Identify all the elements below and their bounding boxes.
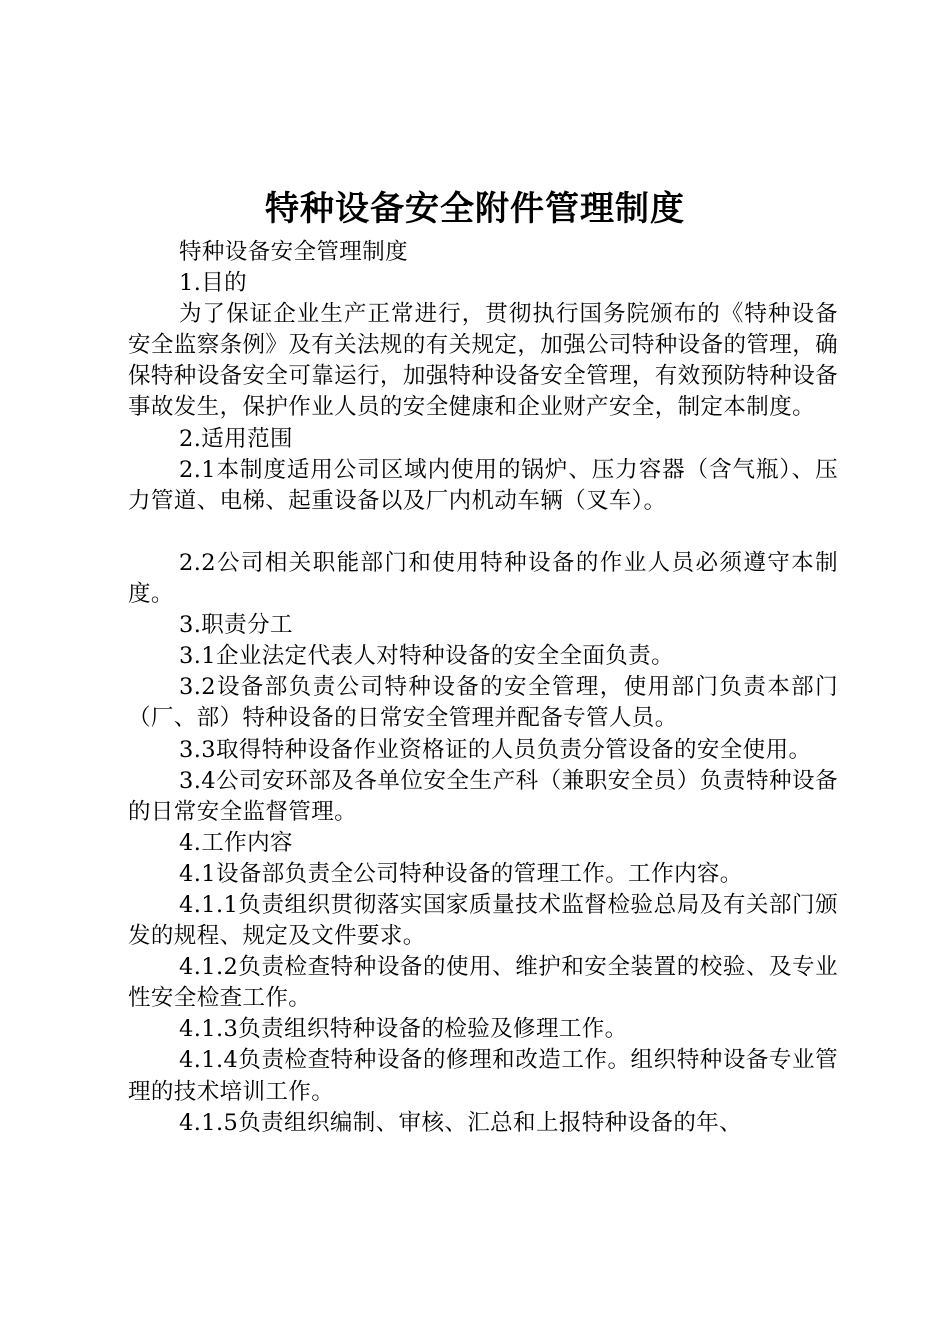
blank-line [128,517,838,548]
paragraph-work-4-1-2: 4.1.2负责检查特种设备的使用、维护和安全装置的校验、及专业性安全检查工作。 [128,954,838,1012]
paragraph-work-4-1-3: 4.1.3负责组织特种设备的检验及修理工作。 [179,1016,628,1043]
paragraph-heading-scope: 2.适用范围 [179,425,293,452]
paragraph-subtitle: 特种设备安全管理制度 [179,239,409,265]
paragraph-work-4-1-4: 4.1.4负责检查特种设备的修理和改造工作。组织特种设备专业管理的技术培训工作。 [128,1047,838,1105]
paragraph-duty-3-4: 3.4公司安环部及各单位安全生产科（兼职安全员）负责特种设备的日常安全监督管理。 [128,767,838,825]
paragraph-heading-duties: 3.职责分工 [179,612,293,639]
paragraph-work-4-1-5: 4.1.5负责组织编制、审核、汇总和上报特种设备的年、 [179,1109,743,1136]
paragraph-scope-2-2: 2.2公司相关职能部门和使用特种设备的作业人员必须遵守本制度。 [128,549,838,608]
paragraph-scope-2-1: 2.1本制度适用公司区域内使用的锅炉、压力容器（含气瓶）、压力管道、电梯、起重设备以及厂内机动车辆（叉车）。 [128,456,838,514]
paragraph-heading-work: 4.工作内容 [179,829,293,856]
paragraph-work-4-1-1: 4.1.1负责组织贯彻落实国家质量技术监督检验总局及有关部门颁发的规程、规定及文件要求。 [128,891,838,950]
paragraph-duty-3-3: 3.3取得特种设备作业资格证的人员负责分管设备的安全使用。 [179,736,812,763]
document-title: 特种设备安全附件管理制度 [265,189,685,229]
paragraph-duty-3-2: 3.2设备部负责公司特种设备的安全管理，使用部门负责本部门（厂、部）特种设备的日常安全管理并配备专管人员。 [128,674,838,732]
document-body [128,237,838,1139]
paragraph-heading-purpose: 1.目的 [179,270,248,297]
paragraph-purpose: 为了保证企业生产正常进行，贯彻执行国务院颁布的《特种设备安全监察条例》及有关法规的有关规定，加强公司特种设备的管理，确保特种设备安全可靠运行，加强特种设备安全管理，有效预防特种设备事故发生，保护作业人员的安全健康和企业财产安全，制定本制度。 [128,301,838,421]
paragraph-duty-3-1: 3.1企业法定代表人对特种设备的安全全面负责。 [179,643,674,670]
paragraph-work-4-1: 4.1设备部负责全公司特种设备的管理工作。工作内容。 [179,860,743,887]
